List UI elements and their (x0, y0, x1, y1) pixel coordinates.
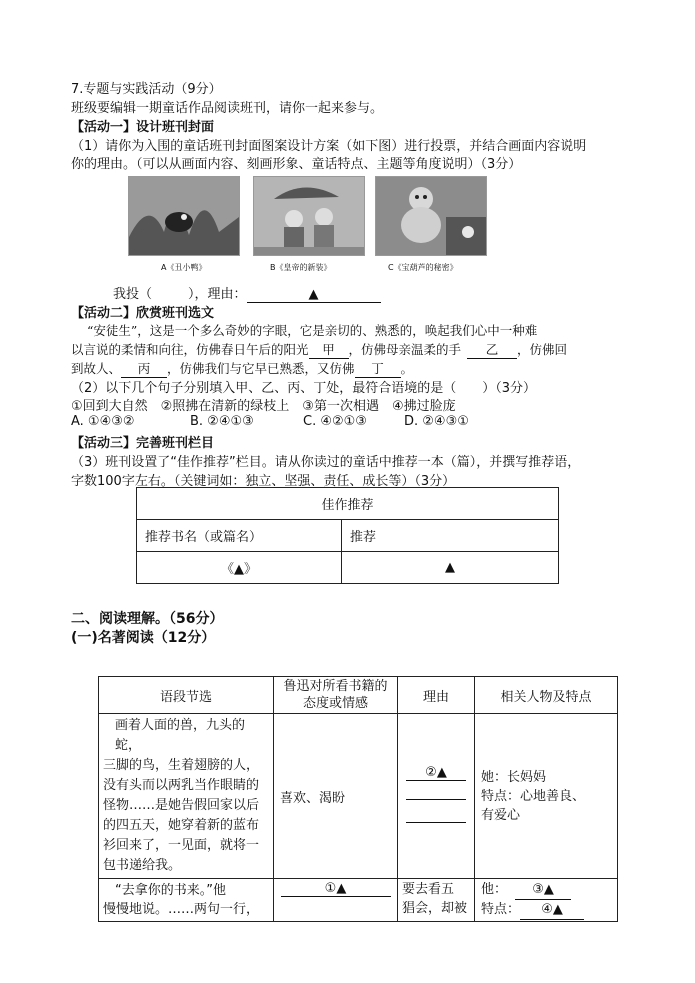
passage-line1: “安徒生”，这是一个多么奇妙的字眼，它是亲切的、熟悉的，唤起我们心中一种难 (87, 323, 538, 338)
cover-image-c (375, 176, 487, 256)
q2-sentences: ①回到大自然 ②照拂在清新的绿枝上 ③第一次相遇 ④拂过脸庞 (71, 399, 456, 414)
vote-line (113, 283, 381, 303)
passage-text: 以言说的柔情和向往，仿佛春日午后的阳光 (71, 342, 309, 357)
passage-line3 (71, 359, 413, 378)
person-trait: 特点：心地善良、 (481, 788, 586, 804)
person-blank-3[interactable]: ③▲ (515, 880, 571, 900)
excerpt-line: 三脚的鸟，生着翅膀的人， (103, 758, 260, 773)
part2-subheading: (一)名著阅读（12分） (71, 630, 216, 646)
header-attitude-line: 态度或情感 (302, 696, 368, 711)
person-1 (475, 714, 618, 879)
excerpt-line: 怪物……是她告假回家以后 (103, 798, 260, 813)
activity1-heading: 【活动一】设计班刊封面 (71, 120, 215, 135)
recommend-table (136, 487, 559, 584)
person-label: 他： (481, 882, 508, 897)
col-recommend: 推荐 (342, 520, 559, 552)
excerpt-line: “去拿你的书来。”他 (115, 883, 226, 898)
reason-blank-2[interactable]: ②▲ (406, 765, 466, 781)
attitude-2[interactable] (274, 879, 398, 922)
blank-yi: 乙 (467, 340, 517, 359)
classics-table (98, 676, 618, 922)
excerpt-2 (99, 879, 274, 922)
q3-line2: 字数100字左右。（关键词如：独立、坚强、责任、成长等）（3分） (71, 474, 456, 489)
trait-label: 特点： (481, 902, 521, 917)
passage-text: 。 (400, 361, 414, 376)
q3-line1: （3）班刊设置了“佳作推荐”栏目。请从你读过的童话中推荐一本（篇），并撰写推荐语， (71, 455, 581, 470)
reason-line: 要去看五 (402, 882, 455, 897)
blank-ding: 丁 (355, 359, 401, 378)
header-person: 相关人物及特点 (475, 677, 618, 714)
excerpt-line: 衫回来了，一见面，就将一 (103, 838, 260, 853)
vote-prefix: 我投（ (113, 287, 153, 302)
passage-line2 (71, 340, 567, 359)
passage-text: ，仿佛母亲温柔的手 (348, 342, 462, 357)
q1-line2: 你的理由。（可以从画面内容、刻画形象、童话特点、主题等角度说明）（3分） (71, 157, 522, 172)
reason-1[interactable] (398, 714, 475, 879)
question-intro: 班级要编辑一期童话作品阅读班刊，请你一起来参与。 (71, 101, 384, 116)
book-name-answer[interactable]: 《▲》 (137, 552, 342, 584)
blank-jia: 甲 (309, 340, 349, 359)
recommend-answer[interactable]: ▲ (342, 552, 559, 584)
activity3-heading: 【活动三】完善班刊栏目 (71, 436, 215, 451)
person-name: 她：长妈妈 (481, 769, 547, 785)
choice-a[interactable]: A. ①④③② (71, 414, 135, 429)
q2-prompt: （2）以下几个句子分别填入甲、乙、丙、丁处，最符合语境的是（ ）（3分） (71, 381, 537, 396)
recommend-table-title: 佳作推荐 (137, 488, 559, 520)
reason-blank-line (406, 781, 466, 800)
person-trait: 有爱心 (481, 807, 521, 823)
table-row (99, 714, 618, 879)
choice-c[interactable]: C. ④②①③ (303, 414, 367, 429)
excerpt-line: 没有头而以两乳当作眼睛的 (103, 778, 260, 793)
passage-text: ，仿佛我们与它早已熟悉，又仿佛 (167, 361, 355, 376)
reason-blank-line (406, 804, 466, 823)
reason-2 (398, 879, 475, 922)
cover-image-a (128, 176, 240, 256)
reason-blank[interactable]: ▲ (247, 287, 381, 303)
activity2-heading: 【活动二】欣赏班刊选文 (71, 306, 215, 321)
excerpt-line: 慢慢地说。……两句一行， (103, 902, 260, 917)
choice-d[interactable]: D. ②④③① (404, 414, 469, 429)
caption-a: A《丑小鸭》 (161, 263, 207, 272)
header-excerpt: 语段节选 (99, 677, 274, 714)
header-reason: 理由 (398, 677, 475, 714)
caption-c: C《宝葫芦的秘密》 (388, 263, 458, 272)
header-attitude-line: 鲁迅对所看书籍的 (283, 679, 388, 694)
excerpt-line: 包书递给我。 (103, 858, 182, 873)
caption-b: B《皇帝的新装》 (270, 263, 332, 272)
passage-text: 到故人、 (71, 361, 122, 376)
passage-text: ，仿佛回 (517, 342, 568, 357)
attitude-1: 喜欢、渴盼 (274, 714, 398, 879)
col-book-name: 推荐书名（或篇名） (137, 520, 342, 552)
header-attitude (274, 677, 398, 714)
trait-blank-4[interactable]: ④▲ (520, 900, 584, 920)
blank-bing: 丙 (121, 359, 167, 378)
q1-line1: （1）请你为入围的童话班刊封面图案设计方案（如下图）进行投票，并结合画面内容说明 (71, 139, 587, 154)
excerpt-line: 的四五天，她穿着新的蓝布 (103, 818, 260, 833)
vote-mid: ），理由： (188, 287, 247, 302)
person-2 (475, 879, 618, 922)
reason-line: 猖会，却被 (402, 901, 468, 916)
excerpt-1 (99, 714, 274, 879)
choice-b[interactable]: B. ②④①③ (190, 414, 254, 429)
part2-heading: 二、阅读理解。（56分） (71, 611, 224, 627)
cover-image-b (253, 176, 365, 256)
table-row (99, 879, 618, 922)
question-title: 7.专题与实践活动（9分） (71, 82, 222, 97)
attitude-blank-1[interactable]: ①▲ (281, 881, 391, 897)
excerpt-line: 画着人面的兽，九头的蛇， (115, 718, 246, 753)
